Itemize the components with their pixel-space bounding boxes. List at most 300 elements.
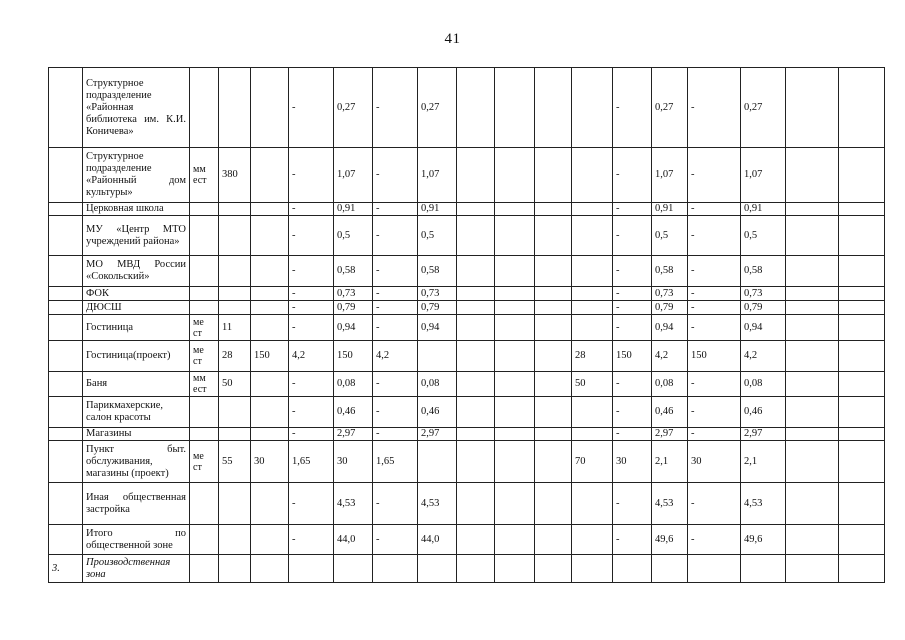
cell-value [457,287,495,301]
cell-value [839,301,885,315]
cell-unit [190,397,219,428]
cell-value: 4,53 [418,483,457,525]
cell-value: - [688,397,741,428]
cell-value [572,525,613,555]
cell-value: - [289,301,334,315]
cell-value [786,287,839,301]
cell-value: - [613,428,652,441]
table-row [49,428,885,441]
cell-value: 28 [572,341,613,372]
cell-value [495,68,535,148]
cell-value [219,483,251,525]
cell-value: 50 [572,372,613,397]
cell-value: 4,53 [334,483,373,525]
cell-value [786,441,839,483]
cell-value [535,483,572,525]
cell-value [219,397,251,428]
cell-value: 4,2 [652,341,688,372]
table-body [49,68,885,583]
cell-value: 30 [613,441,652,483]
cell-value: 0,73 [334,287,373,301]
cell-value [839,441,885,483]
cell-value [535,341,572,372]
cell-number: 3. [49,555,83,583]
cell-value [535,301,572,315]
cell-value [839,483,885,525]
data-table [48,67,885,583]
cell-value [572,315,613,341]
cell-value [219,428,251,441]
cell-value: 150 [613,341,652,372]
cell-value [839,428,885,441]
cell-value [535,372,572,397]
cell-value: 0,94 [334,315,373,341]
cell-value: 55 [219,441,251,483]
table-row [49,68,885,148]
cell-value: - [613,372,652,397]
cell-value [457,203,495,216]
cell-value: 2,97 [652,428,688,441]
cell-value [535,287,572,301]
cell-value: 0,5 [334,216,373,256]
cell-number [49,203,83,216]
cell-value [219,301,251,315]
cell-number [49,428,83,441]
cell-value: 0,79 [741,301,786,315]
cell-value [535,315,572,341]
cell-value [457,256,495,287]
cell-name: Баня [83,372,190,397]
table-row [49,341,885,372]
cell-unit: ме ст [190,341,219,372]
cell-value: - [688,301,741,315]
cell-value: 4,2 [741,341,786,372]
cell-value [535,68,572,148]
cell-value: 0,08 [652,372,688,397]
cell-value [572,397,613,428]
table-row [49,256,885,287]
cell-value [839,397,885,428]
cell-value: 1,07 [652,148,688,203]
cell-value: - [688,148,741,203]
cell-unit: мм ест [190,148,219,203]
cell-value: - [613,315,652,341]
cell-value: - [373,483,418,525]
cell-value: 1,65 [289,441,334,483]
cell-value: 4,2 [373,341,418,372]
cell-value [535,441,572,483]
cell-value [839,148,885,203]
cell-unit: ме ст [190,315,219,341]
cell-value: 0,5 [652,216,688,256]
table-row [49,525,885,555]
cell-value [251,428,289,441]
cell-value [535,203,572,216]
cell-value: 1,07 [741,148,786,203]
cell-value: 150 [334,341,373,372]
cell-value: - [289,397,334,428]
cell-value: 0,08 [334,372,373,397]
cell-value [373,555,418,583]
cell-value [495,372,535,397]
cell-value: 44,0 [418,525,457,555]
cell-value: - [688,315,741,341]
cell-name: Производственная зона [83,555,190,583]
cell-value [495,441,535,483]
cell-value [251,555,289,583]
cell-value [495,301,535,315]
cell-value [786,483,839,525]
cell-name: ДЮСШ [83,301,190,315]
cell-number [49,315,83,341]
cell-value: 0,94 [741,315,786,341]
cell-value: 0,91 [652,203,688,216]
cell-value [786,301,839,315]
cell-number [49,148,83,203]
cell-value: - [373,301,418,315]
cell-value [457,315,495,341]
cell-value: 0,08 [418,372,457,397]
cell-value [334,555,373,583]
cell-value: 0,46 [741,397,786,428]
cell-number [49,256,83,287]
cell-name: МУ «Центр МТО учреждений района» [83,216,190,256]
cell-value [839,525,885,555]
cell-unit [190,68,219,148]
cell-value: - [373,256,418,287]
cell-unit [190,525,219,555]
cell-number [49,483,83,525]
cell-value [535,428,572,441]
cell-number [49,372,83,397]
cell-number [49,525,83,555]
cell-name: Иная общественная застройка [83,483,190,525]
cell-value: 0,94 [418,315,457,341]
cell-value [457,216,495,256]
cell-value [572,287,613,301]
cell-value: 0,73 [652,287,688,301]
cell-value [457,372,495,397]
cell-value: - [613,483,652,525]
cell-value [418,441,457,483]
cell-value [535,148,572,203]
cell-unit [190,203,219,216]
table-row [49,148,885,203]
cell-value: 1,07 [334,148,373,203]
cell-value: 0,5 [418,216,457,256]
cell-value [495,555,535,583]
cell-value [839,555,885,583]
cell-value: - [289,68,334,148]
cell-unit [190,555,219,583]
cell-value: 11 [219,315,251,341]
cell-value [839,341,885,372]
cell-value: 0,79 [418,301,457,315]
cell-unit [190,483,219,525]
cell-value [535,525,572,555]
cell-value [786,203,839,216]
cell-value [251,483,289,525]
table-row [49,397,885,428]
cell-value: - [688,203,741,216]
cell-value [786,68,839,148]
cell-value: 2,97 [418,428,457,441]
cell-value: - [289,203,334,216]
cell-value: 4,53 [652,483,688,525]
cell-value: - [289,428,334,441]
cell-number [49,397,83,428]
cell-value: - [688,256,741,287]
cell-value: 49,6 [652,525,688,555]
cell-value: 0,91 [741,203,786,216]
cell-value: - [289,483,334,525]
cell-value [572,68,613,148]
cell-value: 0,91 [334,203,373,216]
cell-value: - [373,525,418,555]
cell-value: 70 [572,441,613,483]
cell-value [495,216,535,256]
cell-value [495,287,535,301]
cell-value [572,216,613,256]
cell-value: 0,91 [418,203,457,216]
cell-value [495,148,535,203]
cell-value [786,148,839,203]
cell-value: - [289,372,334,397]
cell-value [495,203,535,216]
cell-value: 0,94 [652,315,688,341]
cell-value [219,555,251,583]
cell-value: - [613,216,652,256]
cell-value: - [289,216,334,256]
cell-value [786,397,839,428]
cell-value [688,555,741,583]
cell-value: - [373,315,418,341]
cell-value [457,483,495,525]
cell-value [251,397,289,428]
cell-number [49,216,83,256]
cell-value: - [688,287,741,301]
table-row [49,287,885,301]
cell-name: Гостиница [83,315,190,341]
cell-value: - [613,287,652,301]
cell-value [839,256,885,287]
cell-value [839,203,885,216]
cell-value [418,341,457,372]
cell-name: Парикмахерские, салон красоты [83,397,190,428]
cell-value: - [373,428,418,441]
table-row [49,203,885,216]
cell-value [457,397,495,428]
cell-value: - [613,148,652,203]
cell-value [457,341,495,372]
cell-value: 30 [251,441,289,483]
cell-value: 1,65 [373,441,418,483]
cell-value [572,148,613,203]
cell-value: 0,58 [334,256,373,287]
cell-value: - [688,525,741,555]
cell-value [457,428,495,441]
cell-value: - [373,203,418,216]
cell-value [219,287,251,301]
cell-value [251,256,289,287]
cell-name: Пункт быт. обслуживания, магазины (проект) [83,441,190,483]
cell-name: ФОК [83,287,190,301]
cell-value [839,287,885,301]
cell-value [219,203,251,216]
cell-value: 30 [334,441,373,483]
cell-value [535,216,572,256]
cell-value [786,555,839,583]
cell-unit [190,216,219,256]
cell-value: 2,97 [334,428,373,441]
cell-value: - [373,216,418,256]
cell-value [495,315,535,341]
cell-value [535,397,572,428]
cell-value: - [373,397,418,428]
cell-number [49,287,83,301]
cell-value [251,301,289,315]
cell-value [495,483,535,525]
cell-value [535,256,572,287]
cell-value: - [613,68,652,148]
cell-value [786,315,839,341]
cell-value [251,68,289,148]
cell-value [457,441,495,483]
cell-unit [190,256,219,287]
cell-value: 4,53 [741,483,786,525]
cell-number [49,341,83,372]
cell-value: 0,46 [652,397,688,428]
cell-value: 2,1 [652,441,688,483]
cell-value [219,256,251,287]
cell-value: - [613,256,652,287]
cell-unit: ме ст [190,441,219,483]
cell-value: 0,46 [418,397,457,428]
cell-value: 49,6 [741,525,786,555]
cell-value: 0,27 [741,68,786,148]
cell-value: 0,79 [652,301,688,315]
cell-value [457,148,495,203]
table-row [49,372,885,397]
cell-value: - [613,203,652,216]
cell-value: 0,5 [741,216,786,256]
cell-value: 0,58 [418,256,457,287]
table-row [49,441,885,483]
cell-number [49,441,83,483]
cell-value [572,483,613,525]
cell-value [572,428,613,441]
cell-unit [190,301,219,315]
cell-value [572,555,613,583]
cell-value [839,372,885,397]
cell-value: - [373,372,418,397]
cell-value [786,256,839,287]
table-row [49,483,885,525]
cell-value [251,287,289,301]
cell-unit [190,428,219,441]
table-row [49,301,885,315]
cell-value: 150 [251,341,289,372]
cell-name: Структурное подразделение «Районный дом культуры» [83,148,190,203]
cell-value: 0,58 [652,256,688,287]
cell-value: 0,27 [418,68,457,148]
cell-value [495,428,535,441]
table-row [49,216,885,256]
cell-name: МО МВД России «Сокольский» [83,256,190,287]
cell-value: 380 [219,148,251,203]
cell-value: - [289,287,334,301]
cell-value [786,341,839,372]
cell-unit [190,287,219,301]
cell-value [251,148,289,203]
cell-value [652,555,688,583]
cell-value [219,525,251,555]
cell-value [418,555,457,583]
page-number: 41 [444,31,461,47]
cell-value: 0,79 [334,301,373,315]
cell-value [495,256,535,287]
cell-value: 2,1 [741,441,786,483]
cell-value [572,203,613,216]
cell-value: 0,46 [334,397,373,428]
cell-value [786,372,839,397]
cell-value: 1,07 [418,148,457,203]
cell-value [251,203,289,216]
cell-value [251,525,289,555]
cell-value: 0,08 [741,372,786,397]
cell-unit: мм ест [190,372,219,397]
cell-value [457,301,495,315]
cell-value: - [613,525,652,555]
cell-value: 44,0 [334,525,373,555]
cell-value: - [688,428,741,441]
cell-value [572,256,613,287]
cell-value: 30 [688,441,741,483]
cell-number [49,301,83,315]
cell-name: Итого по общественной зоне [83,525,190,555]
cell-value [251,216,289,256]
cell-value [251,372,289,397]
cell-name: Структурное подразделение «Районная библиотека им. К.И. Коничева» [83,68,190,148]
cell-name: Гостиница(проект) [83,341,190,372]
table-row [49,315,885,341]
cell-value [495,341,535,372]
cell-value: - [289,315,334,341]
cell-value [786,428,839,441]
cell-value: - [373,68,418,148]
cell-value: 28 [219,341,251,372]
cell-value: 0,73 [418,287,457,301]
cell-value: - [289,256,334,287]
cell-value: - [688,68,741,148]
cell-value: - [613,301,652,315]
cell-value [786,216,839,256]
cell-value [219,68,251,148]
cell-value: - [613,397,652,428]
cell-value: - [373,287,418,301]
cell-value [786,525,839,555]
cell-value: - [688,483,741,525]
cell-value [219,216,251,256]
cell-value: - [373,148,418,203]
cell-value [839,68,885,148]
cell-value [613,555,652,583]
cell-number [49,68,83,148]
cell-value [495,525,535,555]
cell-value [251,315,289,341]
cell-value: - [289,525,334,555]
cell-value: - [289,148,334,203]
